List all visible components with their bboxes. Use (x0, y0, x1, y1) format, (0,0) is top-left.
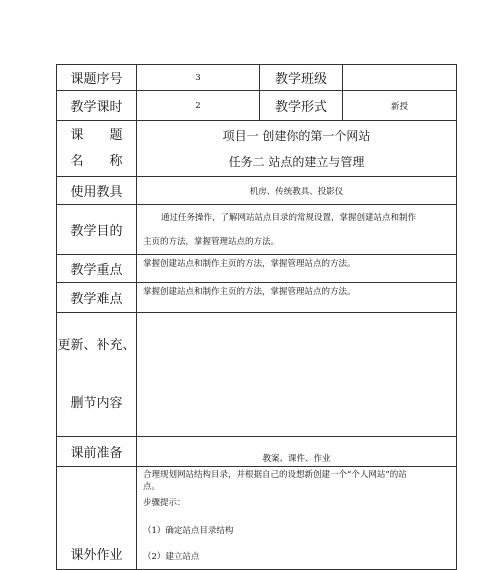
course-number-value: 3 (137, 65, 260, 91)
row-homework (57, 467, 457, 570)
row-prep (57, 437, 457, 467)
topic-label (57, 121, 137, 177)
row-goal (57, 205, 457, 255)
goal-label: 教学目的 (57, 205, 137, 255)
goal-line-2: 主页的方法，掌握管理站点的方法。 (143, 236, 280, 247)
row-topic (57, 121, 457, 177)
lesson-plan-table (56, 64, 457, 570)
update-value (137, 313, 457, 437)
difficulty-value: 掌握创建站点和制作主页的方法，掌握管理站点的方法。 (137, 283, 457, 313)
row-hours (57, 91, 457, 121)
row-difficulty (57, 283, 457, 313)
topic-value (137, 121, 457, 177)
key-point-value: 掌握创建站点和制作主页的方法，掌握管理站点的方法。 (137, 255, 457, 283)
key-point-label: 教学重点 (57, 255, 137, 283)
homework-label: 课外作业 (57, 467, 137, 570)
hours-value: 2 (137, 91, 260, 121)
topic-label-line-1: 课 题 (70, 127, 123, 143)
goal-line-1: 通过任务操作，了解网站站点目录的常规设置，掌握创建站点和制作 (161, 212, 417, 223)
course-number-label: 课题序号 (57, 65, 137, 91)
row-key-point (57, 255, 457, 283)
homework-line-2: 点。 (143, 482, 161, 492)
update-label-line-2: 删节内容 (70, 395, 123, 411)
update-label (57, 313, 137, 437)
homework-line-5: （2）建立站点 (143, 552, 200, 562)
hours-label: 教学课时 (57, 91, 137, 121)
difficulty-label: 教学难点 (57, 283, 137, 313)
form-value: 新授 (343, 91, 457, 121)
row-tools (57, 177, 457, 205)
homework-value (137, 467, 457, 570)
update-label-line-1: 更新、补充、 (57, 337, 136, 353)
homework-line-4: （1）确定站点目录结构 (143, 526, 234, 536)
tools-value: 机房、传统教具、投影仪 (137, 177, 457, 205)
class-label: 教学班级 (260, 65, 343, 91)
prep-value: 教案、课件、作业 (137, 437, 457, 467)
homework-line-3: 步骤提示： (143, 498, 186, 508)
prep-label: 课前准备 (57, 437, 137, 467)
tools-label: 使用教具 (57, 177, 137, 205)
homework-line-1: 合理规划网站结构目录，并根据自己的设想新创建一个“个人网站”的站 (143, 470, 407, 480)
row-course-number (57, 65, 457, 91)
topic-line-2: 任务二 站点的建立与管理 (228, 154, 365, 169)
goal-value (137, 205, 457, 255)
topic-label-line-2: 名 称 (70, 153, 123, 169)
row-update (57, 313, 457, 437)
topic-line-1: 项目一 创建你的第一个网站 (222, 128, 371, 143)
form-label: 教学形式 (260, 91, 343, 121)
class-value (343, 65, 457, 91)
